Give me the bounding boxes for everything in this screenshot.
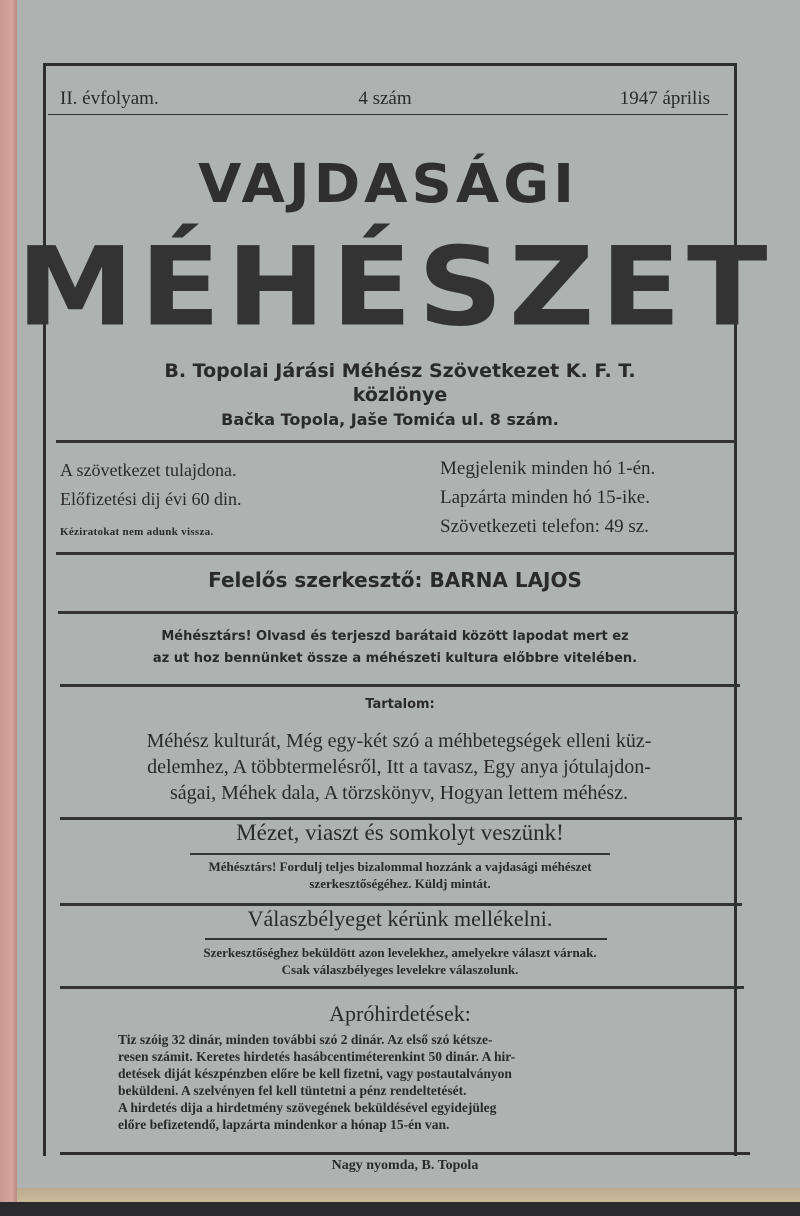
stamp-text — [0, 944, 800, 978]
rule — [58, 611, 738, 614]
frame-bottom-rule — [60, 1152, 750, 1155]
rule — [60, 986, 744, 989]
editor-name: BARNA LAJOS — [429, 568, 582, 592]
contents-line: ságai, Méhek dala, A törzskönyv, Hogyan lettem méhész. — [169, 782, 629, 804]
printer-credit: Nagy nyomda, B. Topola — [331, 1158, 479, 1173]
appeal-line: Méhésztárs! Olvasd és terjeszd barátaid között lapodat mert ez — [161, 629, 629, 644]
classifieds-line: Tiz szóig 32 dinár, minden további szó 2 dinár. Az első szó kétsze- — [118, 1032, 493, 1047]
heading-underline — [190, 853, 610, 855]
info-left — [60, 456, 241, 547]
manuscripts-text: Kéziratokat nem adunk vissza. — [60, 526, 214, 538]
contents-list — [74, 728, 724, 806]
contents-heading: Tartalom: — [365, 697, 435, 712]
rule — [56, 440, 736, 443]
telephone-text: Szövetkezeti telefon: 49 sz. — [440, 516, 649, 537]
volume-label: II. évfolyam. — [60, 88, 159, 109]
classifieds-text — [118, 1031, 698, 1133]
publisher-subtitle: közlönye — [352, 384, 448, 406]
classifieds-line: resen számit. Keretes hirdetés hasábcentiméterenkint 50 dinár. A hir- — [118, 1049, 516, 1064]
address: Bačka Topola, Jaše Tomića ul. 8 szám. — [221, 410, 559, 429]
issue-date: 1947 április — [619, 88, 710, 109]
stamp-line: Csak válaszbélyeges levelekre válaszolunk. — [281, 962, 519, 977]
header-rule — [48, 114, 728, 115]
classifieds-line: A hirdetés dija a hirdetmény szövegének beküldésével egyidejüleg — [118, 1100, 497, 1115]
stamp-heading: Válaszbélyeget kérünk mellékelni. — [247, 906, 553, 931]
rule — [56, 552, 736, 555]
purchase-line: szerkesztőségéhez. Küldj mintát. — [309, 876, 491, 891]
stamp-line: Szerkesztőséghez beküldött azon levelekhez, amelyekre választ várnak. — [203, 945, 597, 960]
page-bottom-edge — [17, 1188, 800, 1202]
appeal-text — [0, 626, 790, 670]
editor-label: Felelős szerkesztő: — [208, 568, 423, 592]
classifieds-line: előre befizetendő, lapzárta mindenkor a hónap 15-én van. — [118, 1117, 450, 1132]
classifieds-line: detések diját készpénzben előre be kell fizetni, vagy postautalványon — [118, 1066, 512, 1081]
publisher-line: B. Topolai Járási Méhész Szövetkezet K. F. T. — [164, 360, 636, 382]
heading-underline — [205, 938, 607, 940]
issue-number: 4 szám — [358, 88, 412, 109]
subscription-text: Előfizetési dij évi 60 din. — [60, 489, 242, 509]
contents-line: Méhész kulturát, Még egy-két szó a méhbetegségek elleni küz- — [146, 730, 652, 752]
contents-line: delemhez, A többtermelésről, Itt a tavasz, Egy anya jótulajdon- — [147, 756, 651, 778]
purchase-heading: Mézet, viaszt és somkolyt veszünk! — [236, 820, 564, 845]
issue-header — [60, 84, 710, 110]
masthead-title-main: MÉHÉSZET — [16, 223, 774, 351]
rule — [60, 684, 740, 687]
masthead-title-top: VAJDASÁGI — [197, 153, 578, 216]
deadline-text: Lapzárta minden hó 15-ike. — [440, 487, 650, 508]
purchase-text — [0, 858, 800, 892]
info-right — [440, 454, 655, 541]
purchase-line: Méhésztárs! Fordulj teljes bizalommal hozzánk a vajdasági méhészet — [208, 859, 592, 874]
classifieds-heading: Apróhirdetések: — [329, 1001, 471, 1026]
ownership-text: A szövetkezet tulajdona. — [60, 460, 237, 480]
publication-schedule: Megjelenik minden hó 1-én. — [440, 458, 656, 479]
editor-line — [0, 568, 790, 592]
appeal-line: az ut hoz bennünket össze a méhészeti kultura előbbre vitelében. — [152, 651, 638, 666]
background-edge — [0, 1202, 800, 1216]
classifieds-line: beküldeni. A szelvényen fel kell tüntetni a pénz rendeltetését. — [118, 1083, 467, 1098]
